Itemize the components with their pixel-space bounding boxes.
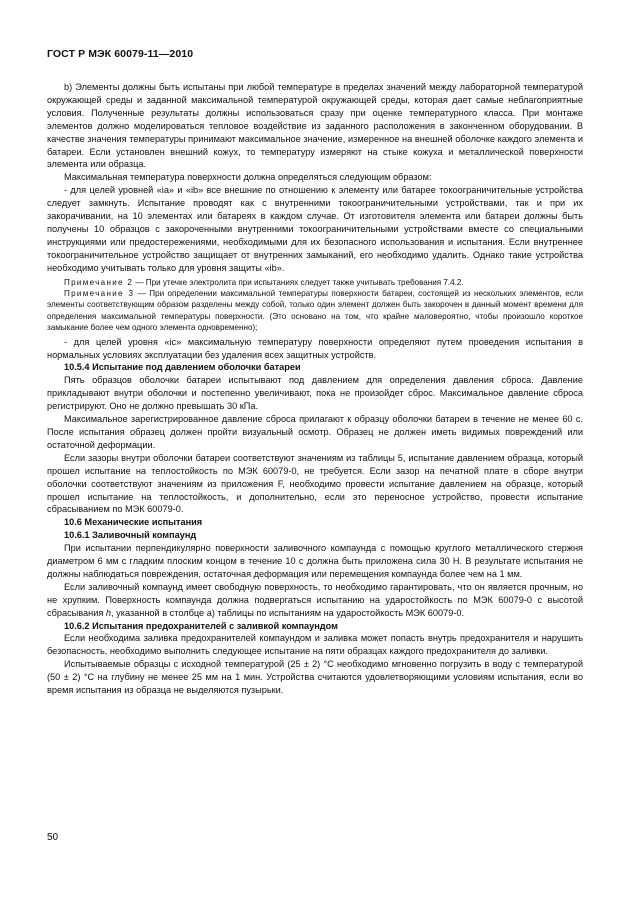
paragraph <box>47 581 583 620</box>
page-number: 50 <box>47 832 59 843</box>
note-label: Примечание 3 <box>64 289 135 298</box>
paragraph: Если зазоры внутри оболочки батареи соответствуют значениям из таблицы 5, испытание давлением образца, который прошел испытание на теплостойкость по МЭК 60079-0, не требуется. Если зазор на печатной плате в сборе внутри оболочки соответствуют значениям из приложения F, необходимо провести испытание давлением на образце, который прошел испытание на теплостойкость, и дополнительно, если это переносное устройство, провести испытание сбрасыванием по МЭК 60079-0. <box>47 452 583 515</box>
note-text: — При определении максимальной температуры поверхности батареи, состоящей из нескольких элементов, если элементы соответствующим образом разделены между собой, только один элемент должен быть закорочен в данный момент времени для определения максимальной температуры поверхности. (Это основано на том, что крайне маловероятно, чтобы произошло короткое замыкание более чем одного элемента одновременно); <box>47 289 583 333</box>
paragraph: Испытываемые образцы с исходной температурой (25 ± 2) °С необходимо мгновенно погрузить в воду с температурой (50 ± 2) °С на глубину не менее 25 мм на 1 мин. Устройства считаются удовлетворяющими условиям испытания, если во время испытания из образца не выделяются пузырьки. <box>47 659 583 696</box>
body-text <box>47 81 583 697</box>
paragraph: При испытании перпендикулярно поверхности заливочного компаунда с помощью круглого металлического стержня диаметром 6 мм с гладким плоским концом в течение 10 с должна быть приложена сила 30 Н. В результате испытания не должны наблюдаться повреждения, остаточная деформация или перемещения компаунда более чем на 1 мм. <box>47 543 583 579</box>
paragraph-part: , указанной в столбце a) таблицы по испытаниям на ударостойкость МЭК 60079-0. <box>111 607 465 618</box>
paragraph: - для целей уровня «ic» максимальную температуру поверхности определяют путем проведения испытания в нормальных условиях эксплуатации без удаления всех защитных устройств. <box>47 336 583 360</box>
paragraph: Максимальное зарегистрированное давление сброса прилагают к образцу оболочки батареи в течение не менее 60 с. После испытания образец должен пройти визуальный осмотр. Образец не должен иметь видимых повреждений или остаточной деформации. <box>47 414 583 450</box>
section-heading: 10.6.1 Заливочный компаунд <box>64 530 197 541</box>
section-heading: 10.6 Механические испытания <box>64 517 203 528</box>
page-header: ГОСТ Р МЭК 60079-11—2010 <box>47 48 194 60</box>
paragraph: Максимальная температура поверхности должна определяться следующим образом: <box>64 172 432 183</box>
paragraph: Если необходима заливка предохранителей компаундом и заливка может попасть внутрь предохранителя и нарушить безопасность, необходимо выполнить следующее испытание на пяти образцах каждого предохранителя до заливки. <box>47 633 583 657</box>
paragraph: - для целей уровней «ia» и «ib» все внешние по отношению к элементу или батарее токоограничительные устройства следует замкнуть. Испытание проводят как с внутренними токоограничительными устройствами, так и при их закорачивании, на 10 элементах или батареях в каждом случае. От изготовителя элемента или батареи должны быть получены 10 образцов с закороченными внутренними токоограничительными устройствами вместе со специальными инструкциями или предостережениями, необходимыми для их безопасного использования и испытания. Если внутреннее токоограничительное устройство защищает от внутренних замыканий, его необходимо удалить. Однако такие устройства необходимо учитывать только для уровня защиты «ib». <box>47 185 583 273</box>
paragraph-part: Если заливочный компаунд имеет свободную поверхность, то необходимо гарантировать, что он является прочным, но не хрупким. Поверхность компаунда должна подвергаться испытанию на ударостойкость по МЭК 60079-0 с высотой сбрасывания <box>47 581 583 618</box>
note <box>47 277 583 288</box>
section-heading: 10.5.4 Испытание под давлением оболочки батареи <box>64 362 301 373</box>
section-heading: 10.6.2 Испытания предохранителей с заливкой компаундом <box>64 620 338 631</box>
note <box>47 288 583 334</box>
italic-variable: h <box>105 607 112 618</box>
note-label: Примечание 2 <box>64 277 134 287</box>
note-text: — При утечке электролита при испытаниях следует также учитывать требования 7.4.2. <box>133 277 464 287</box>
paragraph: b) Элементы должны быть испытаны при любой температуре в пределах значений между лабораторной температурой окружающей среды и заданной максимальной температурой окружающей среды, которая дает самые неблагоприятные условия. Полученные результаты должны использоваться сразу при оценке температурного класса. При монтаже элементов должно моделироваться тепловое воздействие из заданного расположения в законченном оборудовании. В качестве значения температуры принимают максимальное значение, измеренное на внешней оболочке каждого элемента и батареи. Если установлен внешний кожух, то температуру измеряют на стыке кожуха и металлической поверхности элемента или образца. <box>47 82 583 170</box>
paragraph: Пять образцов оболочки батареи испытывают под давлением для определения давления сброса. Давление прикладывают внутри оболочки и постепенно увеличивают, пока не произойдет сброс. Максимальное давление сброса регистрируют. Оно не должно превышать 30 кПа. <box>47 375 583 412</box>
